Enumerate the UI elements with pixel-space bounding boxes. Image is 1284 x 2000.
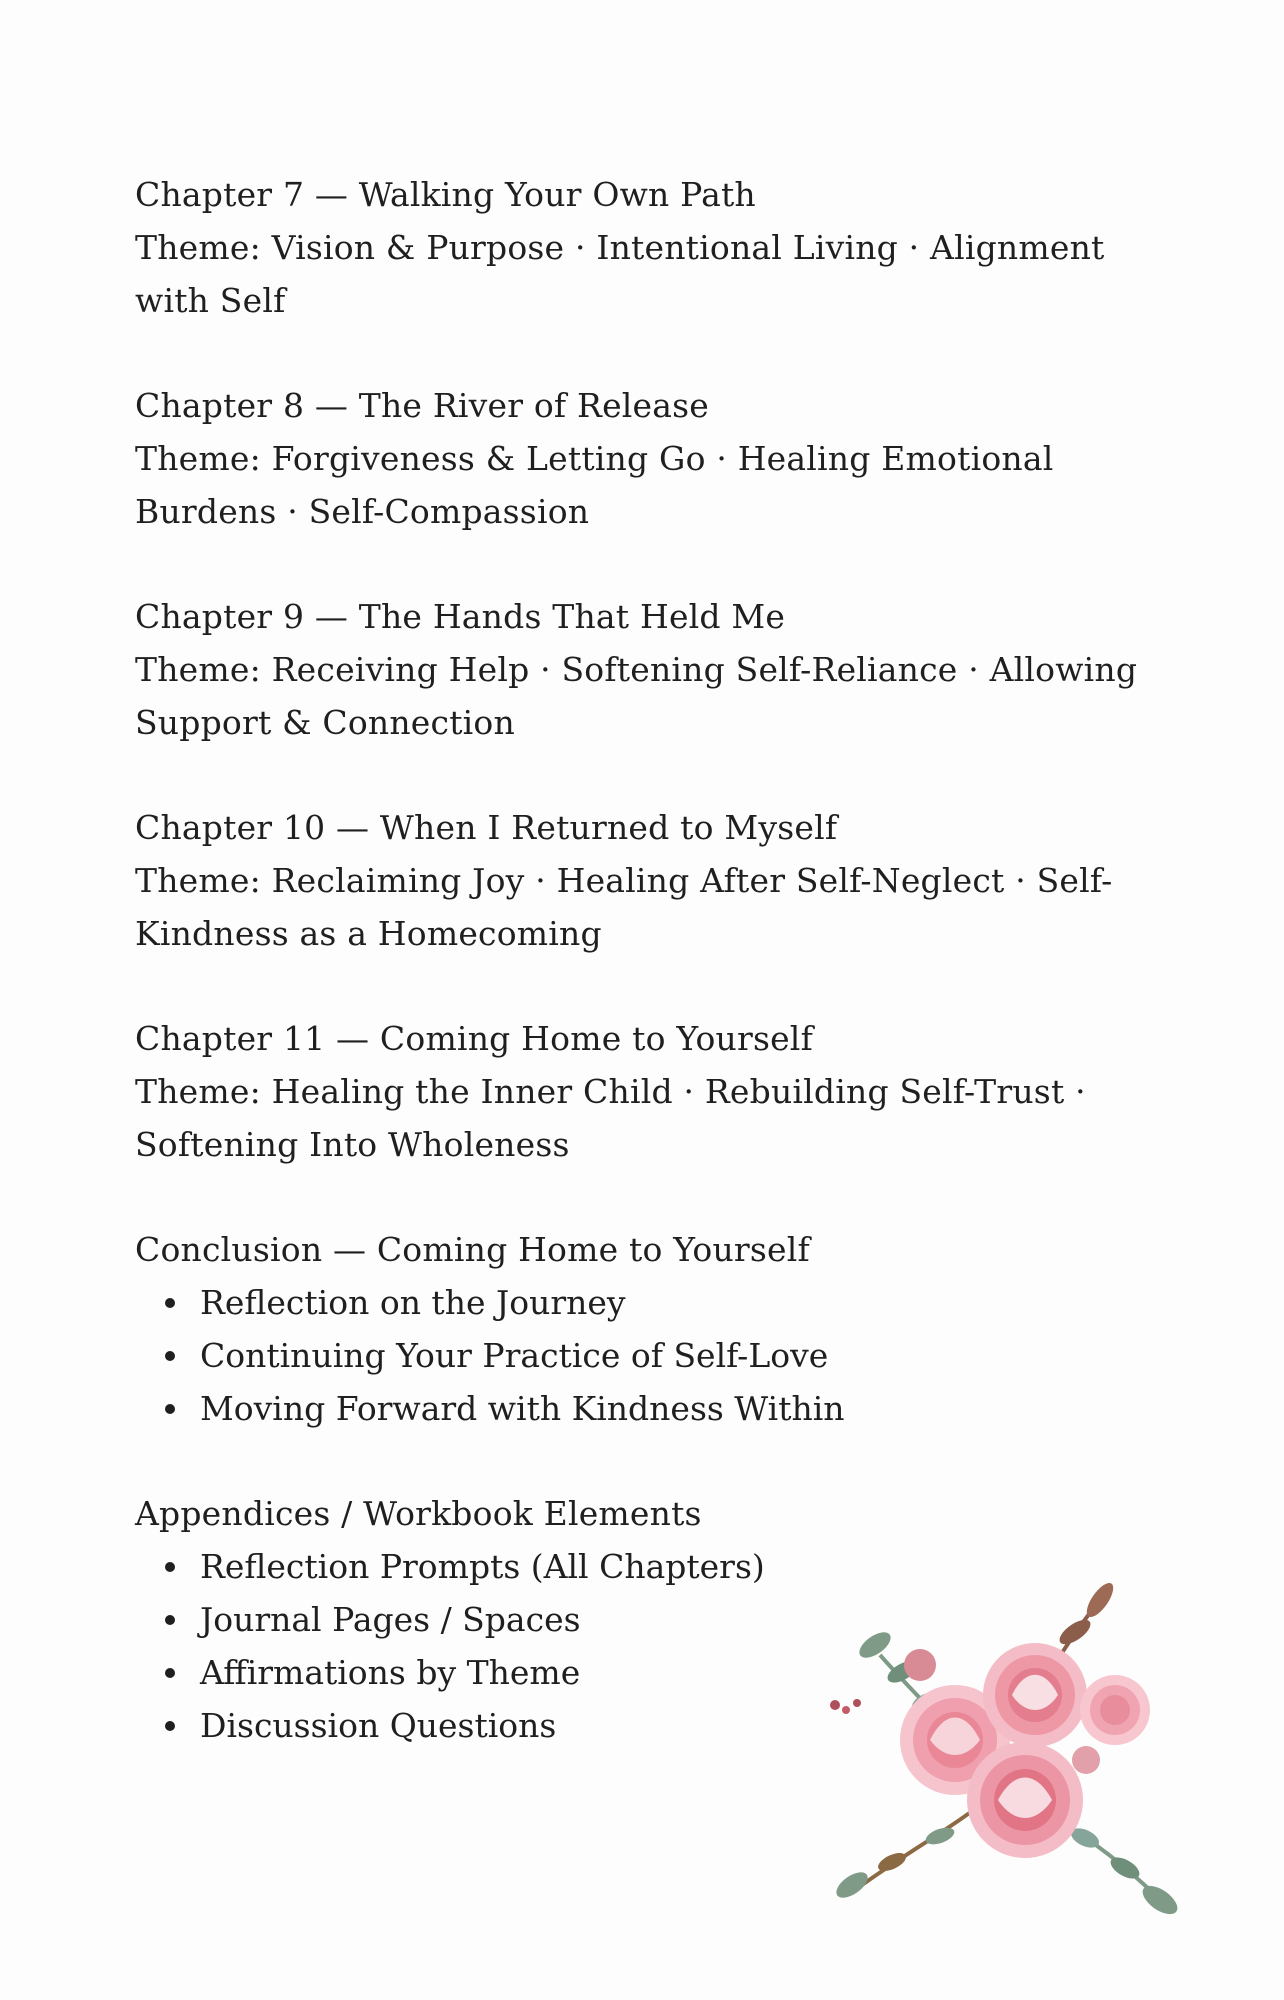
bullet-icon [165,1615,175,1625]
list-item [165,1329,1175,1382]
list-item [165,1276,1175,1329]
bullet-icon [165,1562,175,1572]
list-item-label: Moving Forward with Kindness Within [200,1389,845,1428]
list-item-label: Continuing Your Practice of Self-Love [200,1336,829,1375]
bullet-icon [165,1721,175,1731]
rose-bouquet-icon [800,1550,1200,1950]
roses [900,1643,1150,1858]
list-item-label: Reflection on the Journey [200,1283,626,1322]
list-item-label: Affirmations by Theme [200,1653,581,1692]
chapter-10-entry [135,801,1175,960]
list-item-label: Reflection Prompts (All Chapters) [200,1547,765,1586]
chapter-11-entry [135,1012,1175,1171]
chapter-7-entry [135,168,1175,327]
conclusion-entry [135,1223,1175,1435]
chapter-title: Chapter 11 — Coming Home to Yourself [135,1019,813,1058]
chapter-title: Chapter 10 — When I Returned to Myself [135,808,838,847]
bullet-icon [165,1298,175,1308]
bullet-icon [165,1404,175,1414]
chapter-theme: Theme: Healing the Inner Child · Rebuilding Self-Trust · Softening Into Wholeness [135,1072,1086,1164]
chapter-title: Chapter 8 — The River of Release [135,386,710,425]
appendices-title: Appendices / Workbook Elements [135,1494,702,1533]
conclusion-title: Conclusion — Coming Home to Yourself [135,1230,810,1269]
list-item-label: Journal Pages / Spaces [200,1600,581,1639]
list-item [165,1382,1175,1435]
chapter-title: Chapter 9 — The Hands That Held Me [135,597,786,636]
chapter-theme: Theme: Receiving Help · Softening Self-Reliance · Allowing Support & Connection [135,650,1138,742]
chapter-title: Chapter 7 — Walking Your Own Path [135,175,756,214]
chapter-8-entry [135,379,1175,538]
chapter-9-entry [135,590,1175,749]
bullet-icon [165,1668,175,1678]
chapter-theme: Theme: Reclaiming Joy · Healing After Self-Neglect · Self-Kindness as a Homecoming [135,861,1113,953]
chapter-theme: Theme: Vision & Purpose · Intentional Living · Alignment with Self [135,228,1105,320]
list-item-label: Discussion Questions [200,1706,557,1745]
conclusion-list [135,1276,1175,1435]
bullet-icon [165,1351,175,1361]
chapter-theme: Theme: Forgiveness & Letting Go · Healing Emotional Burdens · Self-Compassion [135,439,1054,531]
